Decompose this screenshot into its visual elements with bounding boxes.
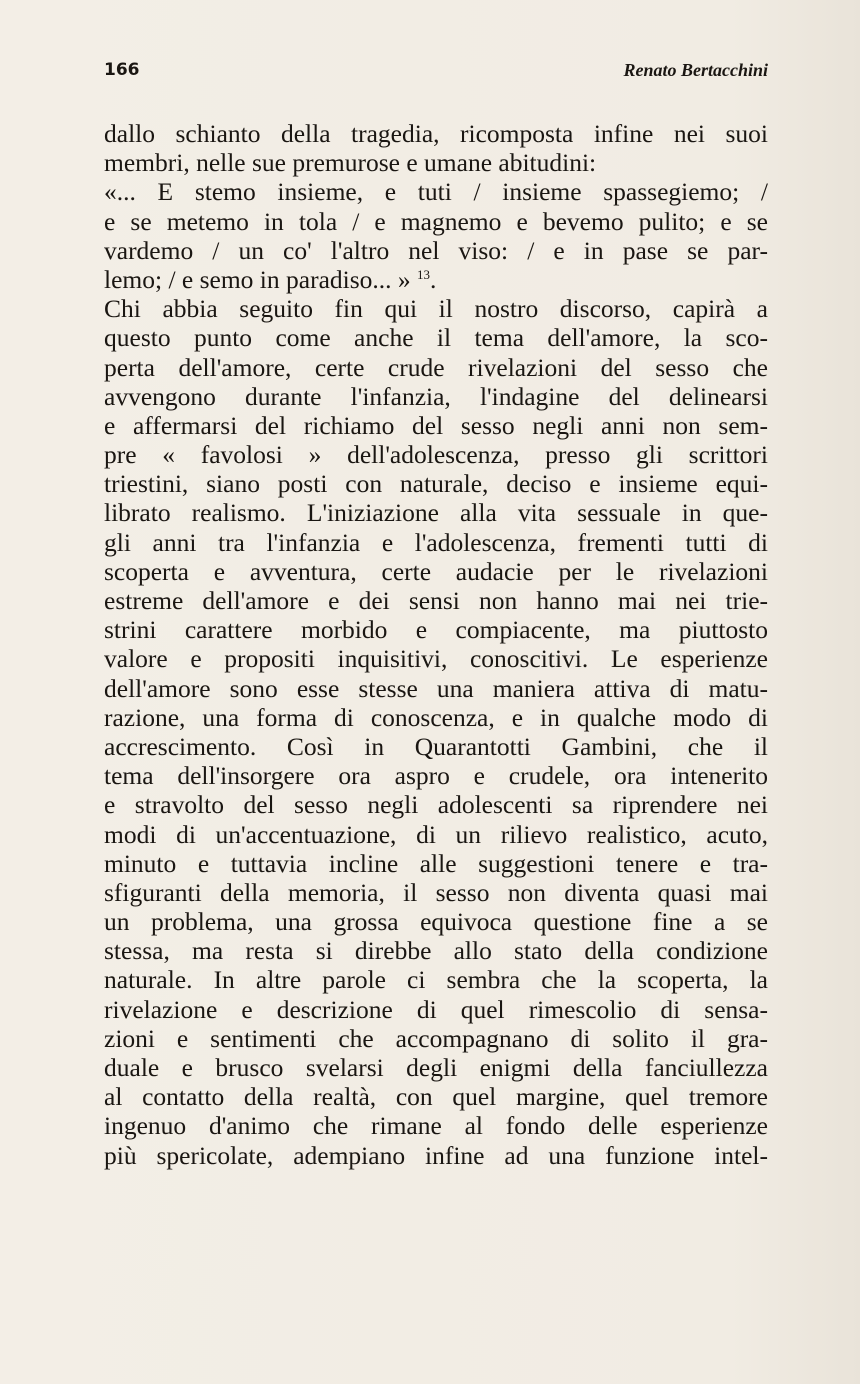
- text-line: dell'amore sono esse stesse una maniera attiva di matu-: [104, 673, 768, 703]
- page-number: 166: [104, 60, 140, 80]
- text-line: naturale. In altre parole ci sembra che la scoperta, la: [104, 965, 768, 995]
- text-line: tema dell'insorgere ora aspro e crudele, ora intenerito: [104, 761, 768, 791]
- text-line: Chi abbia seguito fin qui il nostro discorso, capirà a: [104, 294, 768, 324]
- text-line: zioni e sentimenti che accompagnano di solito il gra-: [104, 1023, 768, 1053]
- text-line: gli anni tra l'infanzia e l'adolescenza, frementi tutti di: [104, 527, 768, 557]
- text-line: più spericolate, adempiano infine ad una funzione intel-: [104, 1140, 768, 1170]
- text-line: valore e propositi inquisitivi, conoscitivi. Le esperienze: [104, 644, 768, 674]
- text-line: minuto e tuttavia incline alle suggestioni tenere e tra-: [104, 848, 768, 878]
- running-head: Renato Bertacchini: [623, 60, 768, 80]
- footnote-reference[interactable]: 13: [417, 266, 431, 282]
- text-line: librato realismo. L'iniziazione alla vita sessuale in que-: [104, 498, 768, 528]
- text-line: avvengono durante l'infanzia, l'indagine del delinearsi: [104, 381, 768, 411]
- text-line: vardemo / un co' l'altro nel viso: / e in pase se par-: [104, 235, 768, 265]
- text-line: strini carattere morbido e compiacente, ma piuttosto: [104, 615, 768, 645]
- text-line: e stravolto del sesso negli adolescenti sa riprendere nei: [104, 790, 768, 820]
- text-line: sfiguranti della memoria, il sesso non diventa quasi mai: [104, 877, 768, 907]
- page-header: [104, 60, 768, 86]
- text-line: estreme dell'amore e dei sensi non hanno mai nei trie-: [104, 586, 768, 615]
- text-line: e affermarsi del richiamo del sesso negli anni non sem-: [104, 410, 768, 440]
- footnote-ref-tail: .: [430, 264, 437, 294]
- text-line: al contatto della realtà, con quel margine, quel tremore: [104, 1082, 768, 1112]
- text-line: pre « favolosi » dell'adolescenza, presso gli scrittori: [104, 440, 768, 470]
- text-line: perta dell'amore, certe crude rivelazioni del sesso che: [104, 352, 768, 382]
- text-line: questo punto come anche il tema dell'amore, la sco-: [104, 323, 768, 353]
- text-line: scoperta e avventura, certe audacie per le rivelazioni: [104, 556, 768, 586]
- text-line: triestini, siano posti con naturale, deciso e insieme equi-: [104, 469, 768, 499]
- text-line: modi di un'accentuazione, di un rilievo realistico, acuto,: [104, 819, 768, 849]
- text-line: duale e brusco svelarsi degli enigmi della fanciullezza: [104, 1053, 768, 1082]
- text-line: dallo schianto della tragedia, ricomposta infine nei suoi: [104, 119, 768, 148]
- text-line: accrescimento. Così in Quarantotti Gambini, che il: [104, 731, 768, 761]
- quote-end-text: lemo; / e semo in paradiso... »: [104, 264, 411, 294]
- text-line: membri, nelle sue premurose e umane abitudini:: [104, 148, 597, 178]
- text-line: razione, una forma di conoscenza, e in qualche modo di: [104, 702, 768, 732]
- text-line: «... E stemo insieme, e tuti / insieme spassegiemo; /: [104, 177, 768, 207]
- text-line: ingenuo d'animo che rimane al fondo delle esperienze: [104, 1111, 768, 1141]
- text-line: stessa, ma resta si direbbe allo stato della condizione: [104, 936, 768, 966]
- text-line: e se metemo in tola / e magnemo e bevemo pulito; e se: [104, 206, 768, 236]
- text-line: rivelazione e descrizione di quel rimescolio di sensa-: [104, 994, 768, 1024]
- text-line-with-footnote: [104, 265, 768, 294]
- text-line: un problema, una grossa equivoca questione fine a se: [104, 907, 768, 937]
- body-text: [104, 119, 768, 1170]
